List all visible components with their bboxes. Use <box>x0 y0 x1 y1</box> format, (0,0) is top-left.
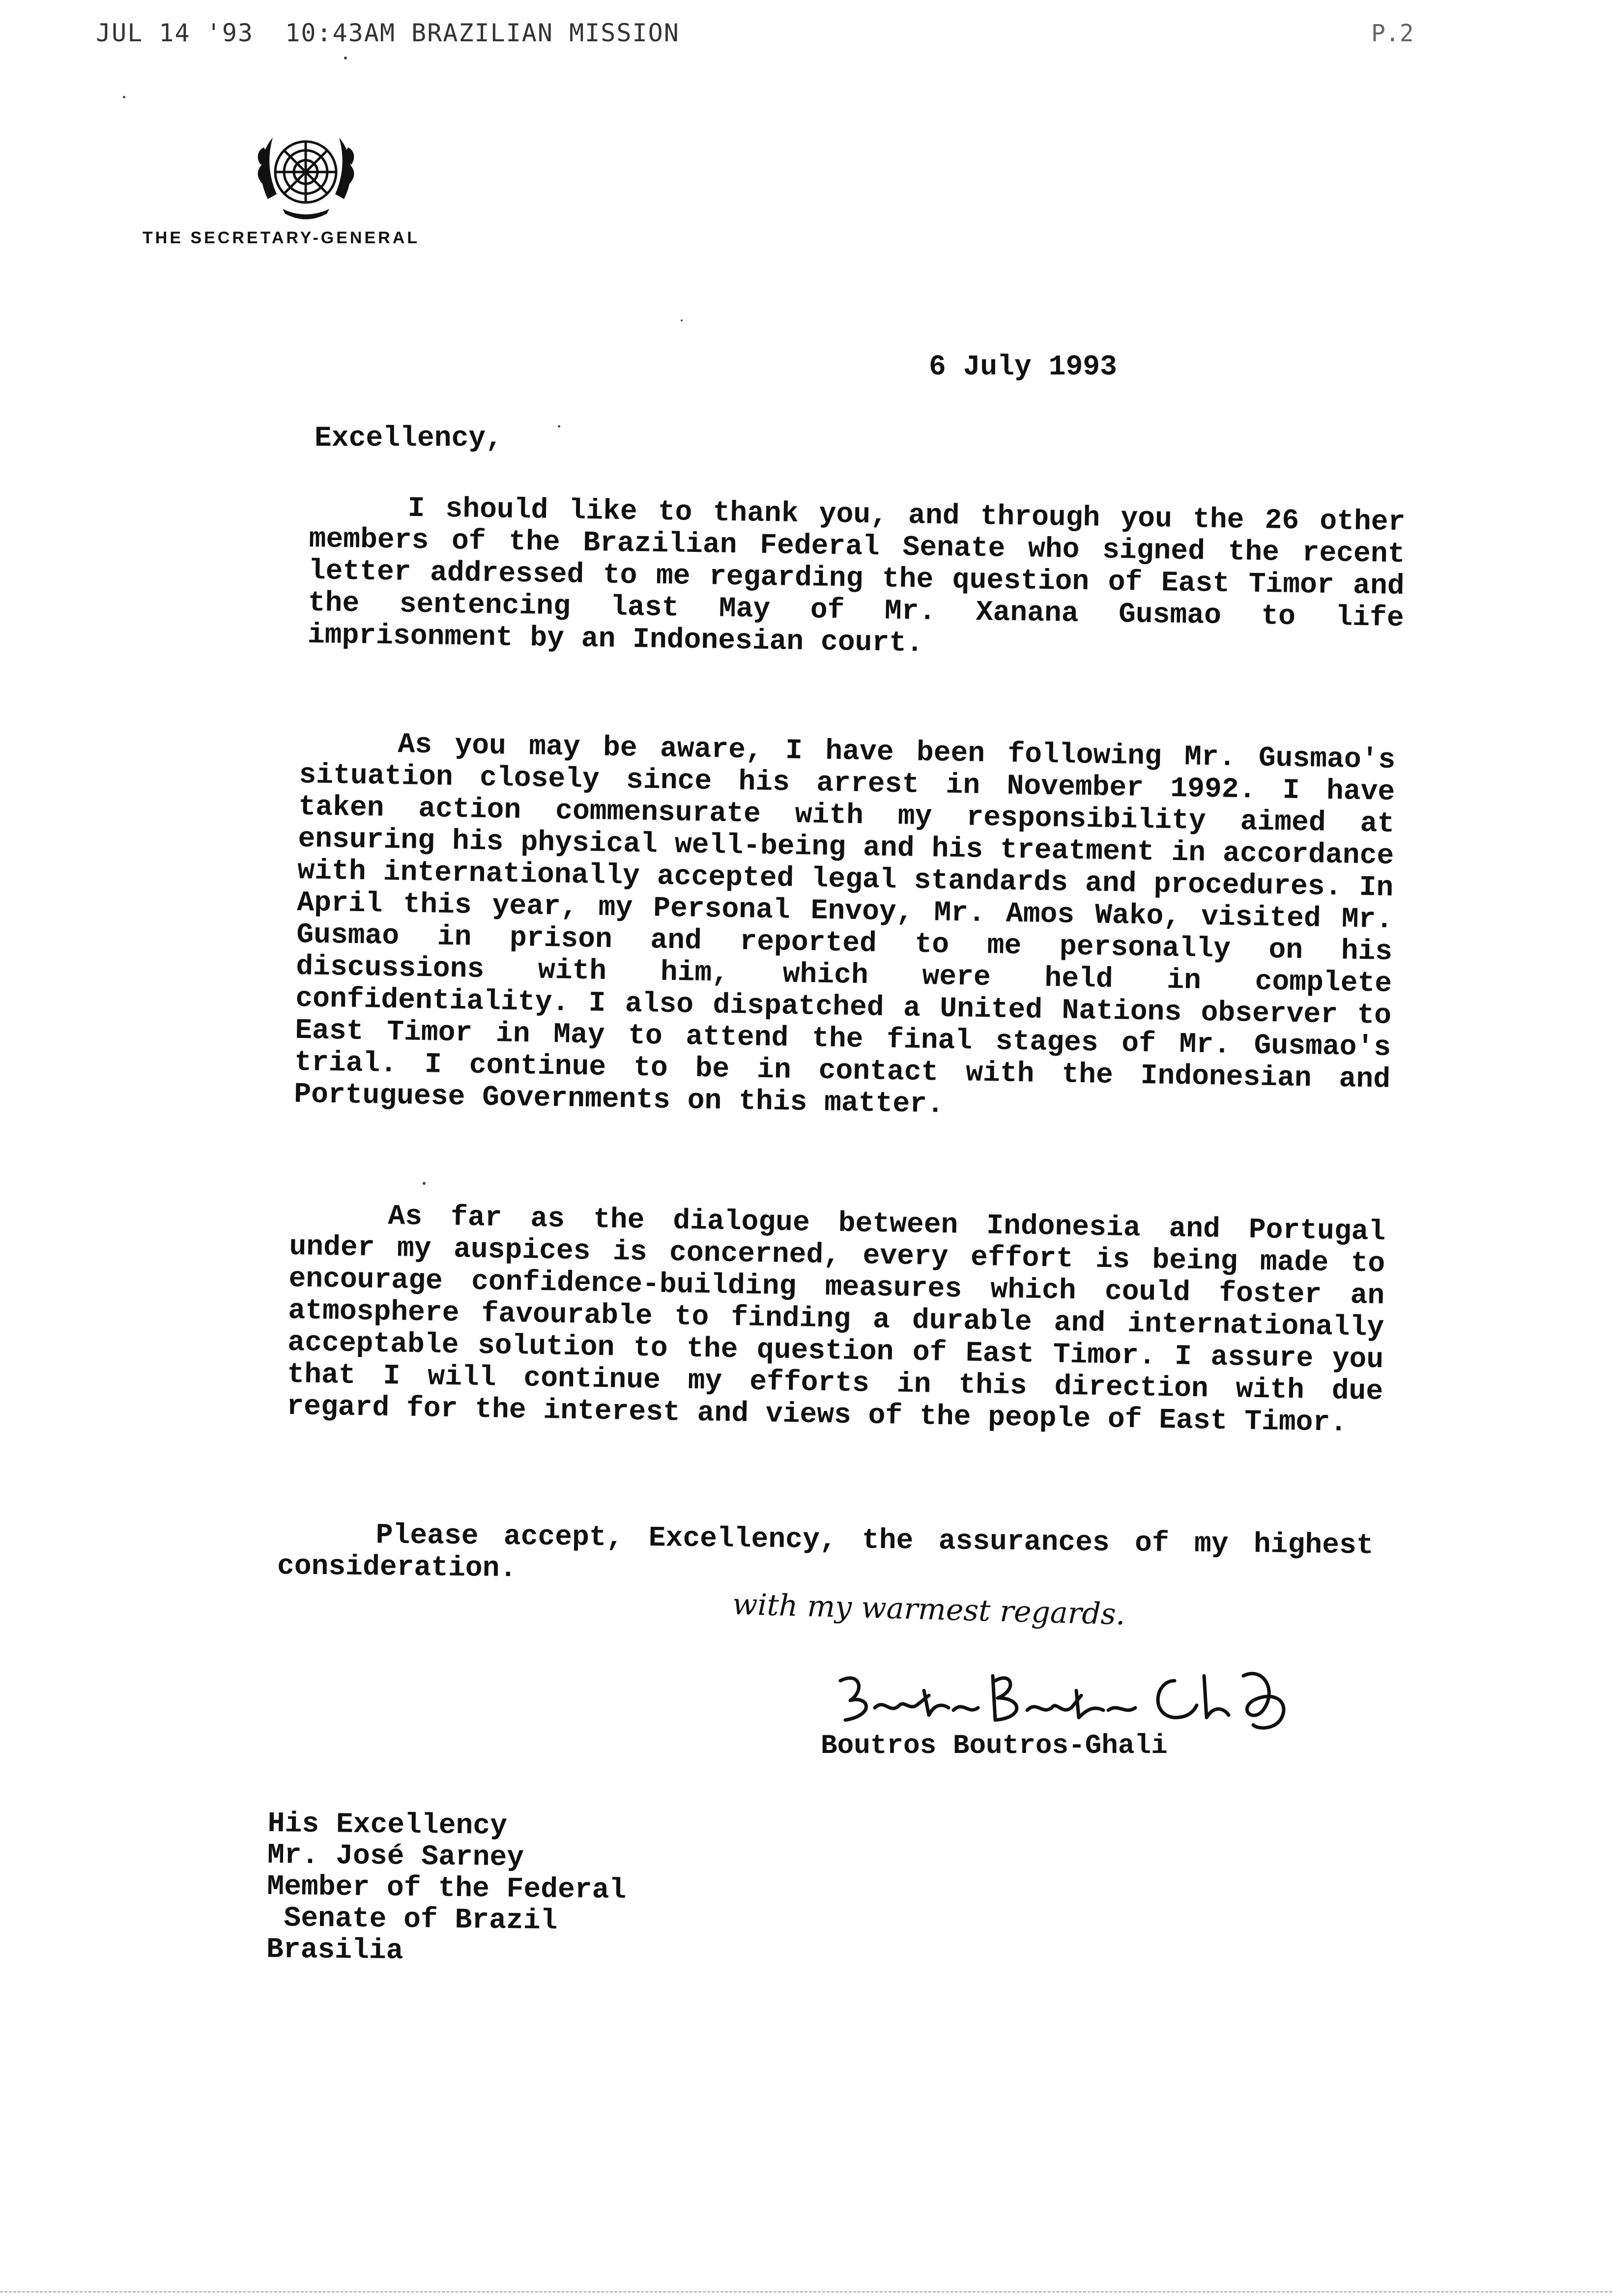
letterhead-title: THE SECRETARY-GENERAL <box>143 229 420 247</box>
addressee-line: Member of the Federal <box>266 1870 627 1907</box>
addressee-line: Senate of Brazil <box>266 1902 558 1938</box>
paragraph-thanks: I should like to thank you, and through you the 26 other members of the Brazilian Federal Senate who signed the recent letter addressed to me regarding the question of East Timor and the sentencing last May of Mr. Xanana Gusmao to life imprisonment by an Indonesian court. <box>307 492 1406 660</box>
addressee-line: Mr. José Sarney <box>267 1839 524 1874</box>
paragraph-dialogue: As far as the dialogue between Indonesia and Portugal under my auspices is concerned, every effort is being made to encourage confidence-building measures which could foster an atmosphere favourable to finding a durable and internationally acceptable solution to the question of East Timor. I assure you that I will continue my efforts in this direction with due regard for the interest and views of the people of East Timor. <box>286 1201 1386 1439</box>
addressee-line: His Excellency <box>267 1808 508 1843</box>
addressee-block <box>266 1808 627 1970</box>
scan-speck <box>423 1182 426 1185</box>
un-emblem-icon <box>253 125 359 224</box>
salutation: Excellency, <box>315 423 503 455</box>
signatory-name: Boutros Boutros-Ghali <box>821 1730 1168 1761</box>
paragraph-closing: Please accept, Excellency, the assurances of my highest consideration. <box>277 1520 1374 1585</box>
addressee-line: Brasilia <box>266 1933 403 1967</box>
scan-speck <box>344 57 347 59</box>
scan-speck <box>681 319 683 321</box>
fax-page-number: P.2 <box>1371 20 1414 47</box>
scan-speck <box>558 425 560 428</box>
fax-header-stamp: JUL 14 '93 10:43AM BRAZILIAN MISSION <box>96 19 680 47</box>
scan-bottom-edge <box>0 2291 1612 2293</box>
handwritten-note: with my warmest regards. <box>732 1587 1126 1632</box>
letter-date: 6 July 1993 <box>929 351 1117 383</box>
scan-speck <box>123 96 125 98</box>
paragraph-actions: As you may be aware, I have been following Mr. Gusmao's situation closely since his arrest in November 1992. I have taken action commensurate with my responsibility aimed at ensuring his physical well-being and his treatment in accordance with internationally accepted legal standards and procedures. In April this year, my Personal Envoy, Mr. Amos Wako, visited Mr. Gusmao in prison and reported to me personally on his discussions with him, which were held in complete confidentiality. I also dispatched a United Nations observer to East Timor in May to attend the final stages of Mr. Gusmao's trial. I continue to be in contact with the Indonesian and Portuguese Governments on this matter. <box>293 729 1396 1121</box>
handwritten-signature <box>831 1661 1327 1735</box>
